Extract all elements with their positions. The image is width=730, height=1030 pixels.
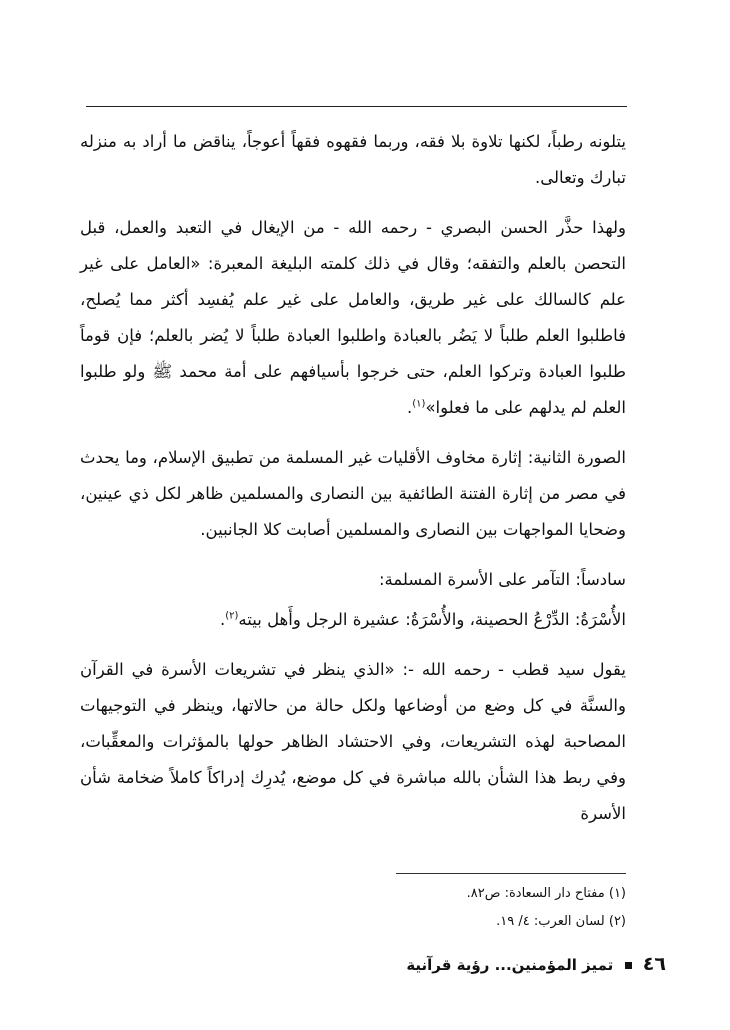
page-number: ٤٦ xyxy=(642,953,666,975)
section-heading-text: سادساً: التآمر على الأسرة المسلمة: xyxy=(378,570,626,589)
paragraph-6-text: يقول سيد قطب - رحمه الله -: «الذي ينظر في تشريعات الأسرة في القرآن والسنَّة في كل وضع من أوضاعها ولكل حالة من حالاتها، وينظر في التوجيهات المصاحبة لهذه التشريعات، وفي الاحتشاد الظاهر حولها بالمؤثرات والمعقِّبات، وفي ربط هذا الشأن بالله مباشرة في كل موضع، يُدرِك إدراكاً كاملاً ضخامة شأن الأسرة xyxy=(80,660,626,823)
paragraph-2 xyxy=(80,210,626,426)
paragraph-2-end: . xyxy=(407,398,413,417)
main-text xyxy=(80,124,626,832)
footnote-1: (١) مفتاح دار السعادة: ص٨٢. xyxy=(466,886,626,901)
paragraph-1-text: يتلونه رطباً، لكنها تلاوة بلا فقه، وربما فقهوه فقهاً أعوجاً، يناقض ما أراد به منزله تبارك وتعالى. xyxy=(80,132,626,187)
header-rule xyxy=(86,106,627,107)
page-footer xyxy=(406,952,666,977)
running-title: تميز المؤمنين... رؤية قرآنية xyxy=(406,956,614,974)
section-heading xyxy=(80,562,626,598)
paragraph-3-text: الصورة الثانية: إثارة مخاوف الأقليات غير المسلمة من تطبيق الإسلام، وما يحدث في مصر من إثارة الفتنة الطائفية بين النصارى والمسلمين ظاهر لكل ذي عينين، وضحايا المواجهات بين النصارى والمسلمين أصابت كلا الجانبين. xyxy=(80,448,626,539)
footnote-rule xyxy=(396,873,626,874)
footnote-ref-2[interactable]: (٢) xyxy=(225,610,239,622)
footnotes xyxy=(300,880,626,936)
footnote-2: (٢) لسان العرب: ٤/ ١٩. xyxy=(496,914,626,929)
paragraph-5 xyxy=(80,602,626,638)
footnote-ref-1[interactable]: (١) xyxy=(412,398,426,410)
paragraph-1 xyxy=(80,124,626,196)
paragraph-5-text: الأُسْرَةُ: الدِّرْعُ الحصينة، والأُسْرَةُ: عشيرة الرجل وأَهل بيته xyxy=(238,610,626,629)
paragraph-6 xyxy=(80,652,626,832)
paragraph-5-end: . xyxy=(219,610,226,629)
paragraph-3 xyxy=(80,440,626,548)
square-bullet-icon xyxy=(625,962,632,969)
paragraph-2-text: ولهذا حذَّر الحسن البصري - رحمه الله - من الإيغال في التعبد والعمل، قبل التحصن بالعلم والتفقه؛ وقال في ذلك كلمته البليغة المعبرة: «العامل على غير علم كالسالك على غير طريق، والعامل على غير علم يُفسِد أكثر مما يُصلح، فاطلبوا العلم طلباً لا يَضُر بالعبادة واطلبوا العبادة طلباً لا يُضر بالعلم؛ فإن قوماً طلبوا العبادة وتركوا العلم، حتى خرجوا بأسيافهم على أمة محمد ﷺ ولو طلبوا العلم لم يدلهم على ما فعلوا» xyxy=(80,218,626,417)
